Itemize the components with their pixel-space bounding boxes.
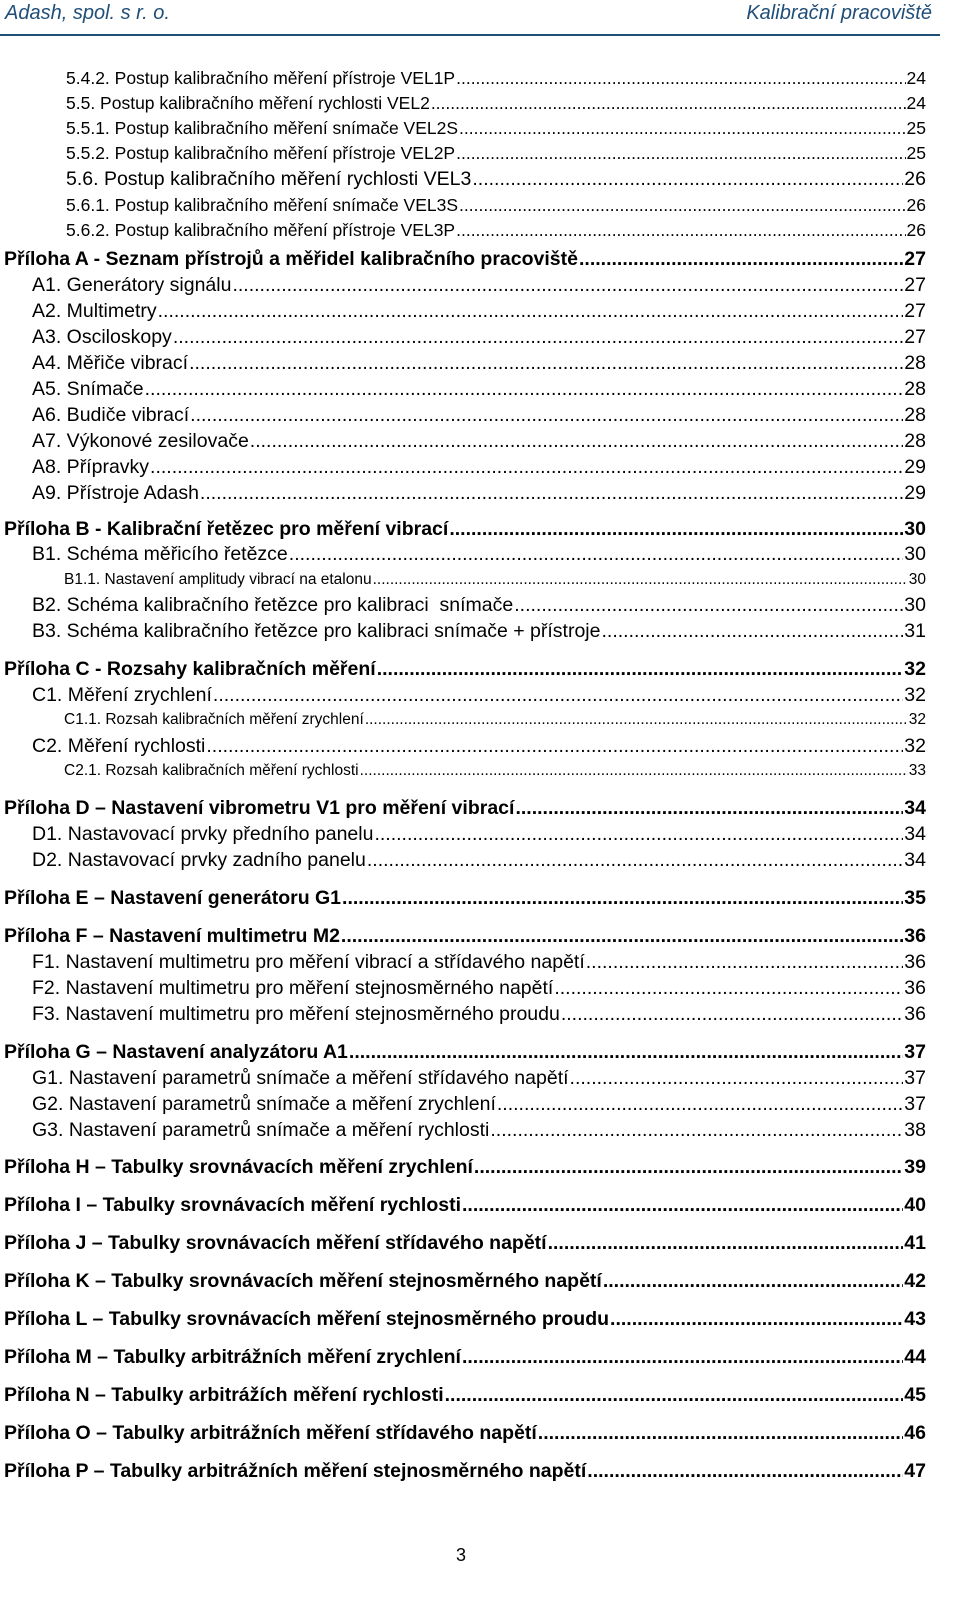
toc-leader	[515, 797, 903, 820]
toc-entry[interactable]	[66, 168, 926, 191]
toc-entry[interactable]	[32, 404, 926, 427]
toc-leader	[459, 118, 906, 139]
toc-entry[interactable]	[32, 378, 926, 401]
toc-entry[interactable]	[64, 762, 926, 780]
toc-leader	[431, 93, 906, 114]
toc-entry-label: B1.1. Nastavení amplitudy vibrací na etalonu	[64, 571, 372, 588]
toc-entry-page: 24	[906, 93, 926, 113]
toc-entry-page: 25	[906, 143, 926, 163]
toc-entry[interactable]	[32, 456, 926, 479]
toc-entry-page: 32	[904, 684, 926, 706]
toc-entry-page: 32	[908, 711, 926, 728]
toc-entry[interactable]	[32, 1119, 926, 1142]
toc-entry-label: 5.4.2. Postup kalibračního měření přístroje VEL1P	[66, 68, 456, 88]
toc-leader	[289, 543, 904, 566]
toc-entry-label: C1.1. Rozsah kalibračních měření zrychlení	[64, 711, 364, 728]
toc-entry-label: Příloha O – Tabulky arbitrážních měření střídavého napětí	[4, 1422, 537, 1444]
toc-leader	[610, 1308, 903, 1331]
toc-leader	[360, 762, 908, 780]
toc-entry-label: Příloha L – Tabulky srovnávacích měření stejnosměrného proudu	[4, 1308, 610, 1330]
toc-leader	[561, 1003, 903, 1026]
page-number: 3	[456, 1545, 467, 1565]
toc-leader	[462, 1346, 903, 1369]
toc-entry-label: D1. Nastavovací prvky předního panelu	[32, 823, 374, 845]
toc-entry-label: C2.1. Rozsah kalibračních měření rychlosti	[64, 762, 359, 779]
toc-entry[interactable]	[32, 1003, 926, 1026]
toc-entry-label: Příloha M – Tabulky arbitrážních měření zrychlení	[4, 1346, 461, 1368]
toc-entry-page: 41	[904, 1232, 926, 1254]
toc-leader	[601, 620, 903, 643]
toc-entry-label: Příloha C - Rozsahy kalibračních měření	[4, 658, 376, 680]
toc-entry[interactable]	[4, 797, 926, 820]
toc-leader	[570, 1067, 904, 1090]
toc-entry-label: A6. Budiče vibrací	[32, 404, 190, 426]
toc-entry-label: G3. Nastavení parametrů snímače a měření rychlosti	[32, 1119, 490, 1141]
toc-entry-page: 37	[904, 1041, 926, 1063]
toc-leader	[341, 925, 903, 948]
toc-entry-page: 34	[904, 823, 926, 845]
toc-leader	[374, 823, 903, 846]
toc-entry-label: A3. Osciloskopy	[32, 326, 172, 348]
toc-entry-page: 30	[904, 594, 926, 616]
toc-leader	[200, 482, 903, 505]
toc-entry-page: 30	[908, 571, 926, 588]
toc-entry[interactable]	[32, 594, 926, 617]
toc-entry-page: 27	[904, 300, 926, 322]
toc-entry-label: Příloha K – Tabulky srovnávacích měření stejnosměrného napětí	[4, 1270, 602, 1292]
toc-entry-label: 5.5.2. Postup kalibračního měření přístroje VEL2P	[66, 143, 456, 163]
toc-entry-page: 33	[908, 762, 926, 779]
toc-leader	[490, 1119, 903, 1142]
toc-entry-page: 28	[904, 352, 926, 374]
toc-entry-label: Příloha D – Nastavení vibrometru V1 pro měření vibrací	[4, 797, 515, 819]
toc-entry-label: F2. Nastavení multimetru pro měření stejnosměrného napětí	[32, 977, 554, 999]
toc-entry-label: A7. Výkonové zesilovače	[32, 430, 249, 452]
toc-entry-label: 5.5.1. Postup kalibračního měření snímače VEL2S	[66, 118, 459, 138]
toc-entry-page: 32	[904, 735, 926, 757]
toc-entry-page: 34	[904, 849, 926, 871]
toc-entry-page: 31	[904, 620, 926, 642]
toc-entry[interactable]	[32, 326, 926, 349]
toc-leader	[554, 977, 903, 1000]
toc-leader	[213, 684, 903, 707]
toc-entry-label: G1. Nastavení parametrů snímače a měření střídavého napětí	[32, 1067, 569, 1089]
toc-entry[interactable]	[4, 1156, 926, 1179]
toc-entry[interactable]	[32, 1093, 926, 1116]
toc-leader	[250, 430, 904, 453]
toc-entry-page: 26	[904, 168, 926, 190]
toc-leader	[145, 378, 904, 401]
toc-entry-label: Příloha G – Nastavení analyzátoru A1	[4, 1041, 348, 1063]
toc-entry-label: Příloha E – Nastavení generátoru G1	[4, 887, 342, 909]
toc-entry[interactable]	[32, 684, 926, 707]
toc-entry-label: B2. Schéma kalibračního řetězce pro kalibraci snímače	[32, 594, 514, 616]
toc-entry-label: 5.6.2. Postup kalibračního měření přístroje VEL3P	[66, 220, 456, 240]
toc-entry-page: 43	[904, 1308, 926, 1330]
toc-leader	[367, 849, 903, 872]
toc-entry-page: 36	[904, 951, 926, 973]
toc-entry-label: C2. Měření rychlosti	[32, 735, 206, 757]
toc-entry-page: 30	[904, 518, 926, 540]
toc-entry-page: 40	[904, 1194, 926, 1216]
toc-entry[interactable]	[4, 248, 926, 271]
toc-leader	[150, 456, 903, 479]
header-company: Adash, spol. s r. o.	[5, 2, 170, 24]
toc-entry-page: 35	[904, 887, 926, 909]
toc-entry-page: 34	[904, 797, 926, 819]
toc-leader	[587, 1460, 903, 1483]
toc-entry[interactable]	[32, 620, 926, 643]
toc-entry-page: 37	[904, 1093, 926, 1115]
toc-entry-label: F3. Nastavení multimetru pro měření stejnosměrného proudu	[32, 1003, 560, 1025]
toc-entry[interactable]	[4, 925, 926, 948]
toc-leader	[377, 658, 904, 681]
toc-leader	[189, 352, 903, 375]
toc-leader	[365, 711, 908, 729]
toc-entry[interactable]	[64, 571, 926, 589]
toc-leader	[449, 518, 903, 541]
toc-entry-label: Příloha A - Seznam přístrojů a měřidel kalibračního pracoviště	[4, 248, 578, 270]
toc-entry-page: 28	[904, 378, 926, 400]
toc-entry[interactable]	[4, 1041, 926, 1064]
toc-entry[interactable]	[4, 1232, 926, 1255]
toc-entry[interactable]	[32, 849, 926, 872]
toc-entry-page: 29	[904, 456, 926, 478]
toc-entry[interactable]	[66, 220, 926, 241]
toc-leader	[158, 300, 904, 323]
toc-entry-label: Příloha J – Tabulky srovnávacích měření střídavého napětí	[4, 1232, 547, 1254]
toc-entry-page: 30	[904, 543, 926, 565]
toc-entry[interactable]	[32, 977, 926, 1000]
toc-entry[interactable]	[4, 1270, 926, 1293]
toc-leader	[206, 735, 903, 758]
toc-entry-label: D2. Nastavovací prvky zadního panelu	[32, 849, 366, 871]
toc-entry[interactable]	[66, 93, 926, 114]
toc-entry[interactable]	[66, 195, 926, 216]
toc-entry-page: 25	[906, 118, 926, 138]
toc-entry[interactable]	[32, 274, 926, 297]
toc-entry[interactable]	[66, 143, 926, 164]
page-header	[0, 0, 960, 40]
toc-leader	[586, 951, 904, 974]
toc-entry-page: 38	[904, 1119, 926, 1141]
toc-leader	[474, 1156, 903, 1179]
toc-entry-page: 36	[904, 977, 926, 999]
toc-leader	[456, 220, 905, 241]
header-rule	[0, 34, 940, 36]
toc-entry-page: 28	[904, 404, 926, 426]
toc-entry-page: 26	[906, 220, 926, 240]
toc-leader	[497, 1093, 903, 1116]
toc-entry-label: A9. Přístroje Adash	[32, 482, 199, 504]
toc-entry-label: G2. Nastavení parametrů snímače a měření zrychlení	[32, 1093, 496, 1115]
toc-entry[interactable]	[32, 735, 926, 758]
toc-leader	[472, 168, 903, 191]
toc-entry-page: 47	[904, 1460, 926, 1482]
toc-leader	[445, 1384, 904, 1407]
toc-entry[interactable]	[32, 482, 926, 505]
toc-entry-page: 37	[904, 1067, 926, 1089]
toc-leader	[456, 143, 905, 164]
toc-entry-label: B1. Schéma měřicího řetězce	[32, 543, 288, 565]
toc-leader	[232, 274, 903, 297]
toc-leader	[342, 887, 903, 910]
toc-leader	[538, 1422, 904, 1445]
toc-entry-label: 5.6. Postup kalibračního měření rychlosti VEL3	[66, 168, 472, 190]
toc-entry-label: Příloha P – Tabulky arbitrážních měření stejnosměrného napětí	[4, 1460, 587, 1482]
toc-leader	[462, 1194, 903, 1217]
toc-entry-page: 36	[904, 1003, 926, 1025]
toc-leader	[456, 68, 905, 89]
toc-entry-page: 27	[904, 274, 926, 296]
toc-entry[interactable]	[4, 1384, 926, 1407]
toc-entry-label: A2. Multimetry	[32, 300, 157, 322]
toc-leader	[603, 1270, 903, 1293]
toc-leader	[349, 1041, 903, 1064]
toc-leader	[459, 195, 906, 216]
toc-entry[interactable]	[4, 1422, 926, 1445]
toc-entry-page: 44	[904, 1346, 926, 1368]
toc-entry-label: A1. Generátory signálu	[32, 274, 232, 296]
toc-entry-page: 36	[904, 925, 926, 947]
toc-entry-label: F1. Nastavení multimetru pro měření vibrací a střídavého napětí	[32, 951, 585, 973]
toc-entry-page: 42	[904, 1270, 926, 1292]
toc-entry-label: Příloha N – Tabulky arbitrážích měření rychlosti	[4, 1384, 444, 1406]
toc-entry-label: A5. Snímače	[32, 378, 144, 400]
toc-leader	[548, 1232, 904, 1255]
toc-entry-label: Příloha I – Tabulky srovnávacích měření rychlosti	[4, 1194, 461, 1216]
toc-entry[interactable]	[32, 1067, 926, 1090]
toc-entry[interactable]	[4, 887, 926, 910]
toc-entry-label: 5.5. Postup kalibračního měření rychlosti VEL2	[66, 93, 430, 113]
toc-entry-page: 28	[904, 430, 926, 452]
toc-entry-page: 24	[906, 68, 926, 88]
toc-entry[interactable]	[64, 711, 926, 729]
toc-leader	[373, 571, 908, 589]
toc-entry-page: 45	[904, 1384, 926, 1406]
toc-entry[interactable]	[4, 1346, 926, 1369]
toc-entry-page: 26	[906, 195, 926, 215]
toc-entry-label: Příloha F – Nastavení multimetru M2	[4, 925, 340, 947]
toc-entry[interactable]	[4, 518, 926, 541]
toc-entry-page: 39	[904, 1156, 926, 1178]
toc-entry-page: 27	[904, 326, 926, 348]
header-title: Kalibrační pracoviště	[746, 2, 932, 24]
toc-entry-label: B3. Schéma kalibračního řetězce pro kalibraci snímače + přístroje	[32, 620, 601, 642]
toc-entry[interactable]	[66, 118, 926, 139]
toc-leader	[173, 326, 903, 349]
toc-leader	[190, 404, 903, 427]
toc-entry-label: Příloha H – Tabulky srovnávacích měření zrychlení	[4, 1156, 473, 1178]
toc-entry[interactable]	[32, 543, 926, 566]
toc-entry-label: 5.6.1. Postup kalibračního měření snímače VEL3S	[66, 195, 459, 215]
toc-entry-page: 27	[904, 248, 926, 270]
toc-entry[interactable]	[32, 951, 926, 974]
toc-entry[interactable]	[4, 1460, 926, 1483]
toc-entry-label: Příloha B - Kalibrační řetězec pro měření vibrací	[4, 518, 449, 540]
toc-entry[interactable]	[32, 430, 926, 453]
toc-entry[interactable]	[4, 658, 926, 681]
toc-leader	[579, 248, 903, 271]
toc-entry-page: 29	[904, 482, 926, 504]
toc-entry[interactable]	[32, 352, 926, 375]
toc-entry[interactable]	[4, 1308, 926, 1331]
toc-entry[interactable]	[4, 1194, 926, 1217]
toc-entry-label: A8. Přípravky	[32, 456, 150, 478]
toc-entry-page: 46	[904, 1422, 926, 1444]
toc-leader	[514, 594, 903, 617]
toc-entry[interactable]	[66, 68, 926, 89]
toc-entry-label: C1. Měření zrychlení	[32, 684, 212, 706]
toc-entry[interactable]	[32, 823, 926, 846]
toc-entry-label: A4. Měřiče vibrací	[32, 352, 189, 374]
toc-entry-page: 32	[904, 658, 926, 680]
toc-entry[interactable]	[32, 300, 926, 323]
